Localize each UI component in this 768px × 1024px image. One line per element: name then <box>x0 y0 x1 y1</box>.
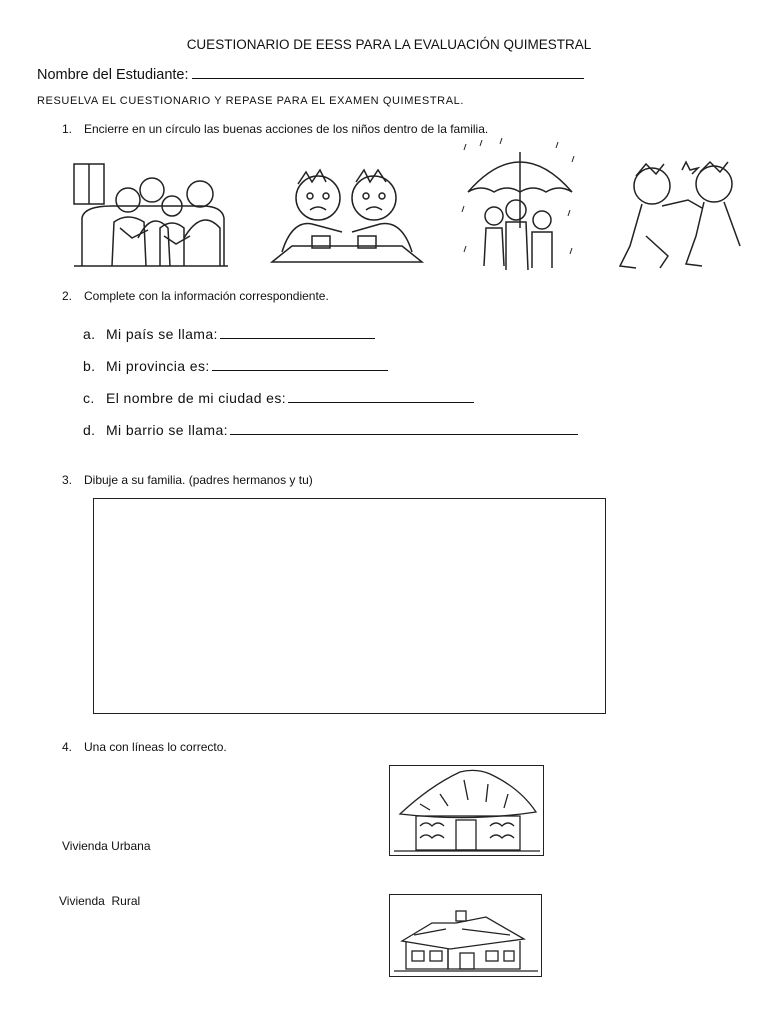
city-answer-blank[interactable] <box>288 388 474 403</box>
question-2-text: Complete con la información correspondiente. <box>84 289 329 303</box>
answer-item-letter: d. <box>83 422 96 438</box>
question-1 <box>62 122 488 136</box>
worksheet-title: CUESTIONARIO DE EESS PARA LA EVALUACIÓN QUIMESTRAL <box>186 37 592 52</box>
student-name-blank[interactable] <box>192 64 584 79</box>
answer-item-neighborhood <box>83 420 578 438</box>
answer-item-label: El nombre de mi ciudad es: <box>106 390 287 406</box>
country-answer-blank[interactable] <box>220 324 375 339</box>
student-name-label: Nombre del Estudiante: <box>37 67 189 83</box>
question-3-text: Dibuje a su familia. (padres hermanos y tu) <box>84 473 313 487</box>
answer-item-country <box>83 324 375 342</box>
answer-item-label: Mi provincia es: <box>106 358 210 374</box>
answer-item-letter: b. <box>83 358 96 374</box>
family-sitting-image[interactable] <box>72 158 230 270</box>
question-1-text: Encierre en un círculo las buenas acciones de los niños dentro de la familia. <box>84 122 489 136</box>
children-under-umbrella-image[interactable] <box>458 136 582 280</box>
thatched-hut-image[interactable] <box>389 765 544 856</box>
instructions: RESUELVA EL CUESTIONARIO Y REPASE PARA EL EXAMEN QUIMESTRAL. <box>37 95 465 107</box>
urban-housing-label[interactable]: Vivienda Urbana <box>62 839 151 853</box>
question-4 <box>62 740 227 754</box>
question-2 <box>62 289 329 303</box>
question-4-number: 4. <box>62 740 73 754</box>
children-fighting-image[interactable] <box>616 156 746 274</box>
question-2-number: 2. <box>62 289 73 303</box>
neighborhood-answer-blank[interactable] <box>230 420 578 435</box>
answer-item-letter: a. <box>83 326 96 342</box>
answer-item-label: Mi barrio se llama: <box>106 422 228 438</box>
rural-housing-label[interactable]: Vivienda Rural <box>59 894 141 908</box>
children-quarrelling-image[interactable] <box>262 162 432 266</box>
question-3-number: 3. <box>62 473 73 487</box>
family-drawing-box[interactable] <box>93 498 606 714</box>
answer-item-label: Mi país se llama: <box>106 326 218 342</box>
answer-item-province <box>83 356 388 374</box>
answer-item-letter: c. <box>83 390 95 406</box>
answer-item-city <box>83 388 474 406</box>
question-4-text: Una con líneas lo correcto. <box>84 740 227 754</box>
urban-house-image[interactable] <box>389 894 542 977</box>
question-3 <box>62 473 313 487</box>
question-1-number: 1. <box>62 122 73 136</box>
province-answer-blank[interactable] <box>212 356 388 371</box>
student-name-row <box>37 64 584 83</box>
